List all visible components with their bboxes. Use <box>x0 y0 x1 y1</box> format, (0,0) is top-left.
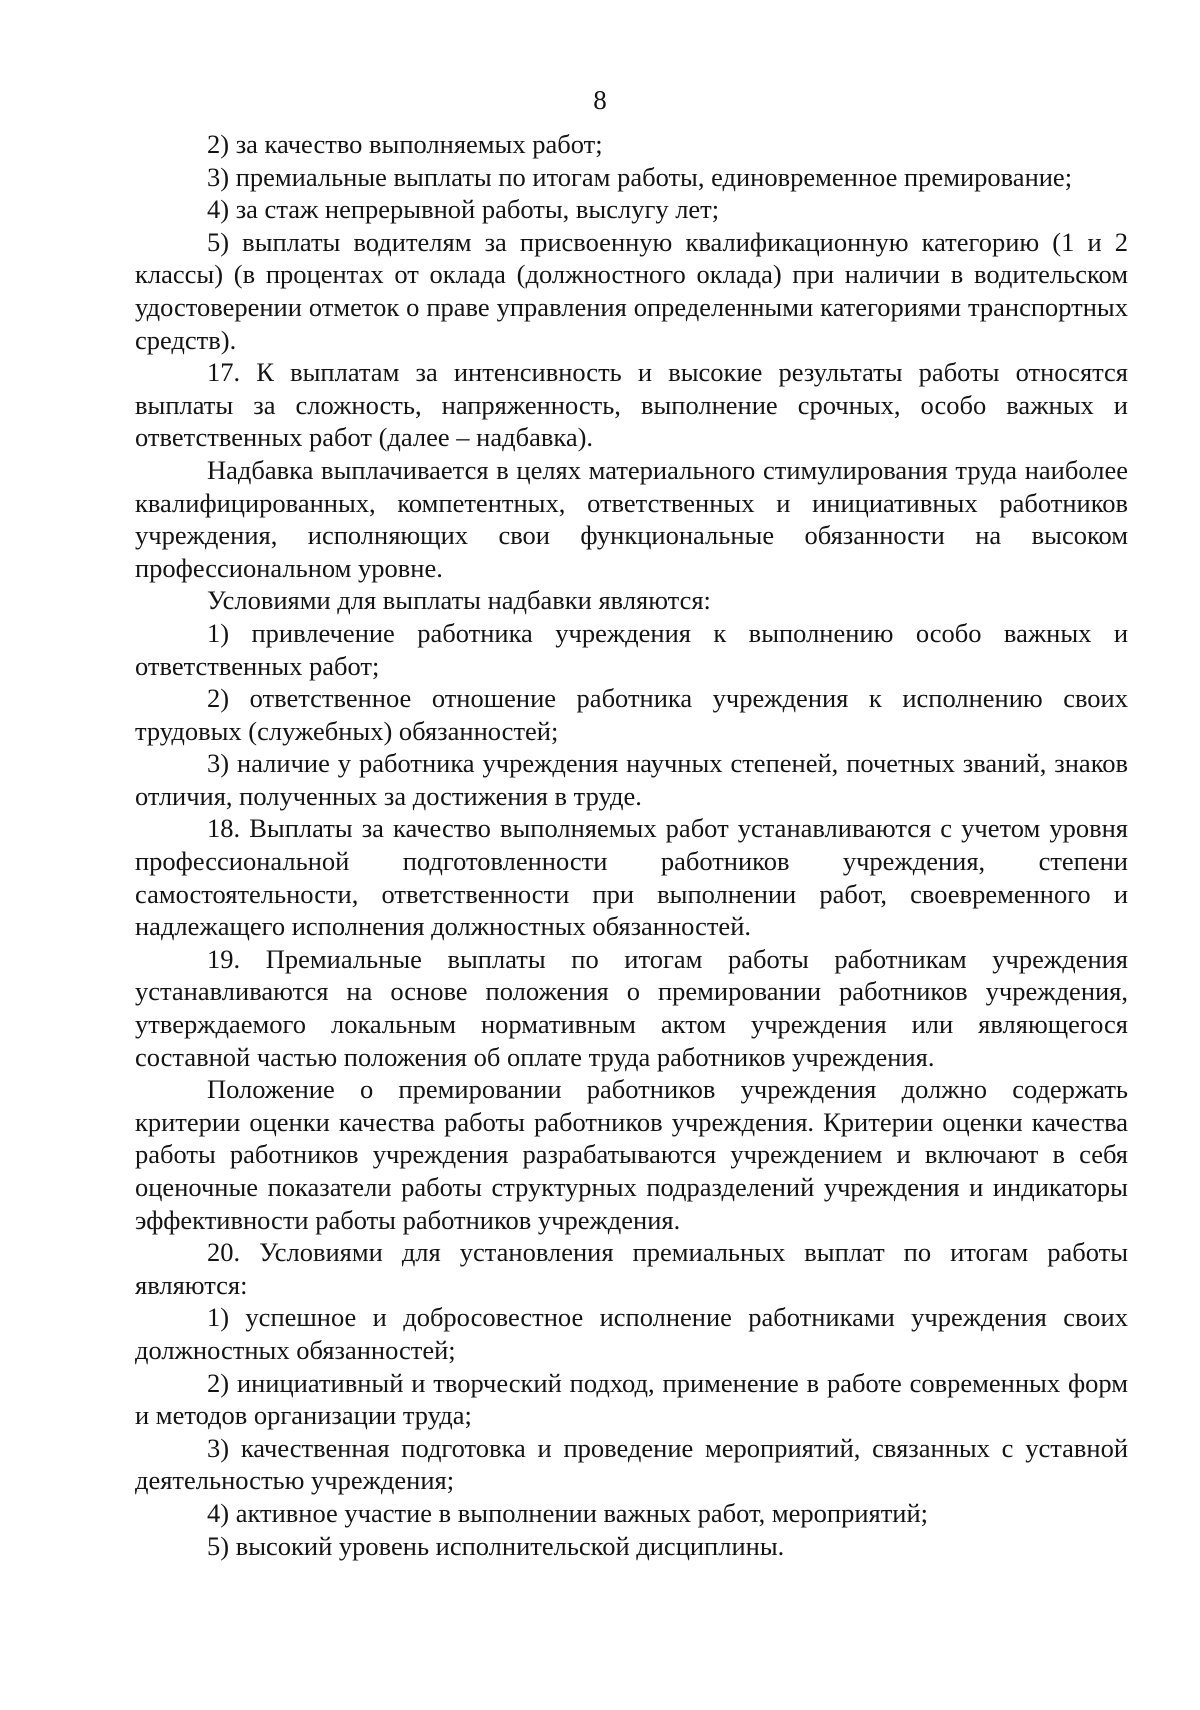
bonus-condition-1: 1) успешное и добросовестное исполнение работниками учреждения своих должностных обязанностей; <box>135 1302 1128 1365</box>
paragraph-allowance-purpose: Надбавка выплачивается в целях материального стимулирования труда наиболее квалифицированных, компетентных, ответственных и инициативных работников учреждения, исполняющих свои функциональные обязанности на высоком профессиональном уровне. <box>135 454 1128 583</box>
list-item-2-quality: 2) за качество выполняемых работ; <box>207 129 603 159</box>
clause-17: 17. К выплатам за интенсивность и высокие результаты работы относятся выплаты за сложность, напряженность, выполнение срочных, особо важных и ответственных работ (далее – надбавка). <box>135 357 1128 453</box>
allowance-condition-1: 1) привлечение работника учреждения к выполнению особо важных и ответственных работ; <box>135 617 1128 681</box>
page-number: 8 <box>593 85 607 115</box>
bonus-condition-5: 5) высокий уровень исполнительской дисциплины. <box>207 1530 785 1561</box>
allowance-condition-3: 3) наличие у работника учреждения научных степеней, почетных званий, знаков отличия, полученных за достижения в труде. <box>135 748 1128 811</box>
clause-19: 19. Премиальные выплаты по итогам работы работникам учреждения устанавливаются на основе положения о премировании работников учреждения, утверждаемого локальным нормативным актом учреждения или являющегося составной частью положения об оплате труда работников учреждения. <box>135 943 1128 1072</box>
bonus-condition-4: 4) активное участие в выполнении важных работ, мероприятий; <box>207 1497 928 1528</box>
list-item-5-driver-payments: 5) выплаты водителям за присвоенную квалификационную категорию (1 и 2 классы) (в процентах от оклада (должностного оклада) при наличии в водительском удостоверении отметок о праве управления определенными категориями транспортных средств). <box>135 226 1128 355</box>
list-item-3-bonus-payments: 3) премиальные выплаты по итогам работы, единовременное премирование; <box>207 161 1073 192</box>
clause-20: 20. Условиями для установления премиальных выплат по итогам работы являются: <box>135 1237 1128 1300</box>
bonus-condition-3: 3) качественная подготовка и проведение мероприятий, связанных с уставной деятельностью учреждения; <box>135 1432 1128 1496</box>
allowance-condition-2: 2) ответственное отношение работника учреждения к исполнению своих трудовых (служебных) обязанностей; <box>135 683 1128 746</box>
bonus-condition-2: 2) инициативный и творческий подход, применение в работе современных форм и методов организации труда; <box>135 1367 1128 1431</box>
list-item-4-length-of-service: 4) за стаж непрерывной работы, выслугу лет; <box>207 194 720 225</box>
document-body <box>135 128 1128 1562</box>
clause-18: 18. Выплаты за качество выполняемых работ устанавливаются с учетом уровня профессиональной подготовленности работников учреждения, степени самостоятельности, ответственности при выполнении работ, своевременного и надлежащего исполнения должностных обязанностей. <box>135 813 1128 942</box>
paragraph-bonus-regulation: Положение о премировании работников учреждения должно содержать критерии оценки качества работы работников учреждения. Критерии оценки качества работы работников учреждения разрабатываются учреждением и включают в себя оценочные показатели работы структурных подразделений учреждения и индикаторы эффективности работы работников учреждения. <box>135 1074 1128 1235</box>
paragraph-allowance-conditions: Условиями для выплаты надбавки являются: <box>207 585 711 616</box>
